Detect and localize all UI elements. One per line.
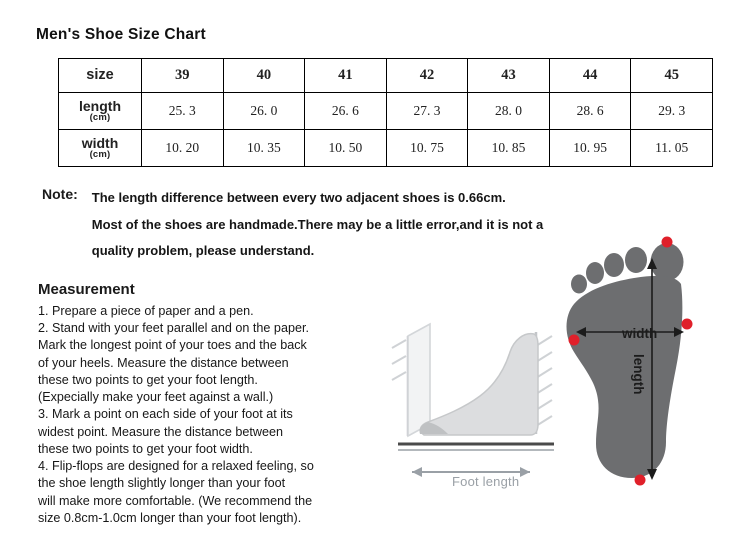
toe-little bbox=[571, 275, 587, 294]
measurement-line: Mark the longest point of your toes and the back bbox=[38, 338, 307, 353]
length-cell: 27. 3 bbox=[386, 93, 468, 130]
foot-length-label: Foot length bbox=[452, 474, 520, 489]
row-header-length-label: length bbox=[79, 97, 121, 114]
note-label: Note: bbox=[42, 186, 78, 202]
measurement-line: will make more comfortable. (We recommend the bbox=[38, 493, 313, 508]
note-line: quality problem, please understand. bbox=[91, 243, 315, 259]
note-line: Most of the shoes are handmade.There may be a little error,and it is not a bbox=[91, 216, 544, 232]
measurement-line: widest point. Measure the distance between bbox=[38, 424, 284, 439]
measurement-line: the shoe length slightly longer than your foot bbox=[38, 476, 286, 491]
width-cell: 10. 85 bbox=[468, 130, 550, 167]
wall-hatching-left bbox=[392, 340, 406, 380]
width-cell: 10. 35 bbox=[223, 130, 305, 167]
row-header-length-unit: (cm) bbox=[89, 112, 111, 124]
marker-red-right bbox=[682, 319, 693, 330]
width-cell: 10. 50 bbox=[305, 130, 387, 167]
measurement-line: 4. Flip-flops are designed for a relaxed feeling, so bbox=[38, 459, 314, 474]
measurement-line: size 0.8cm-1.0cm longer than your foot length). bbox=[38, 510, 302, 525]
foot-side-silhouette bbox=[421, 334, 538, 435]
marker-red-bottom bbox=[635, 475, 646, 486]
length-cell: 25. 3 bbox=[142, 93, 224, 130]
foot-length-arrow-right bbox=[520, 467, 530, 477]
length-cell: 29. 3 bbox=[631, 93, 713, 130]
size-table-wrapper bbox=[58, 58, 698, 167]
toe-second bbox=[625, 247, 647, 273]
length-arrow-bottom bbox=[647, 469, 657, 480]
measurement-line: 1. Prepare a piece of paper and a pen. bbox=[38, 303, 254, 318]
marker-red-left bbox=[569, 335, 580, 346]
size-cell: 45 bbox=[631, 59, 713, 93]
width-cell: 10. 95 bbox=[549, 130, 631, 167]
measurement-line: of your heels. Measure the distance between bbox=[38, 355, 289, 370]
foot-length-arrow-left bbox=[412, 467, 422, 477]
measurement-line: these two points to get your foot length. bbox=[38, 372, 258, 387]
measurement-line: (Expecially make your feet against a wall.) bbox=[38, 390, 274, 405]
measurement-heading: Measurement bbox=[38, 280, 135, 298]
size-chart-table bbox=[58, 58, 713, 167]
row-header-size-label: size bbox=[86, 66, 114, 83]
width-label: width bbox=[622, 326, 658, 341]
length-label: length bbox=[631, 354, 646, 395]
measurement-line: these two points to get your foot width. bbox=[38, 441, 253, 456]
measurement-line: 2. Stand with your feet parallel and on the paper. bbox=[38, 321, 309, 336]
toe-third bbox=[604, 253, 624, 277]
toe-big bbox=[651, 243, 684, 281]
table-row-size bbox=[59, 59, 713, 93]
size-cell: 41 bbox=[305, 59, 387, 93]
marker-red-top bbox=[662, 237, 673, 248]
row-header-size bbox=[59, 59, 142, 93]
length-cell: 28. 6 bbox=[549, 93, 631, 130]
length-cell: 26. 0 bbox=[223, 93, 305, 130]
size-cell: 42 bbox=[386, 59, 468, 93]
illustration-svg bbox=[384, 228, 744, 528]
width-cell: 10. 75 bbox=[386, 130, 468, 167]
measurement-instructions bbox=[38, 303, 398, 527]
note-line: The length difference between every two adjacent shoes is 0.66cm. bbox=[91, 190, 506, 205]
measurement-line: 3. Mark a point on each side of your foot at its bbox=[38, 407, 293, 422]
row-header-length bbox=[59, 93, 142, 130]
measurement-illustration bbox=[384, 228, 744, 528]
table-row-width bbox=[59, 130, 713, 167]
length-cell: 28. 0 bbox=[468, 93, 550, 130]
width-cell: 11. 05 bbox=[631, 130, 713, 167]
row-header-width bbox=[59, 130, 142, 167]
row-header-width-label: width bbox=[81, 134, 119, 151]
left-board bbox=[408, 324, 430, 436]
page-title: Men's Shoe Size Chart bbox=[36, 26, 206, 43]
row-header-width-unit: (cm) bbox=[89, 149, 111, 161]
size-cell: 40 bbox=[223, 59, 305, 93]
size-cell: 43 bbox=[468, 59, 550, 93]
toe-fourth bbox=[586, 262, 604, 284]
foot-sole-top bbox=[567, 276, 683, 478]
size-cell: 39 bbox=[142, 59, 224, 93]
length-cell: 26. 6 bbox=[305, 93, 387, 130]
width-cell: 10. 20 bbox=[142, 130, 224, 167]
size-cell: 44 bbox=[549, 59, 631, 93]
table-row-length bbox=[59, 93, 713, 130]
